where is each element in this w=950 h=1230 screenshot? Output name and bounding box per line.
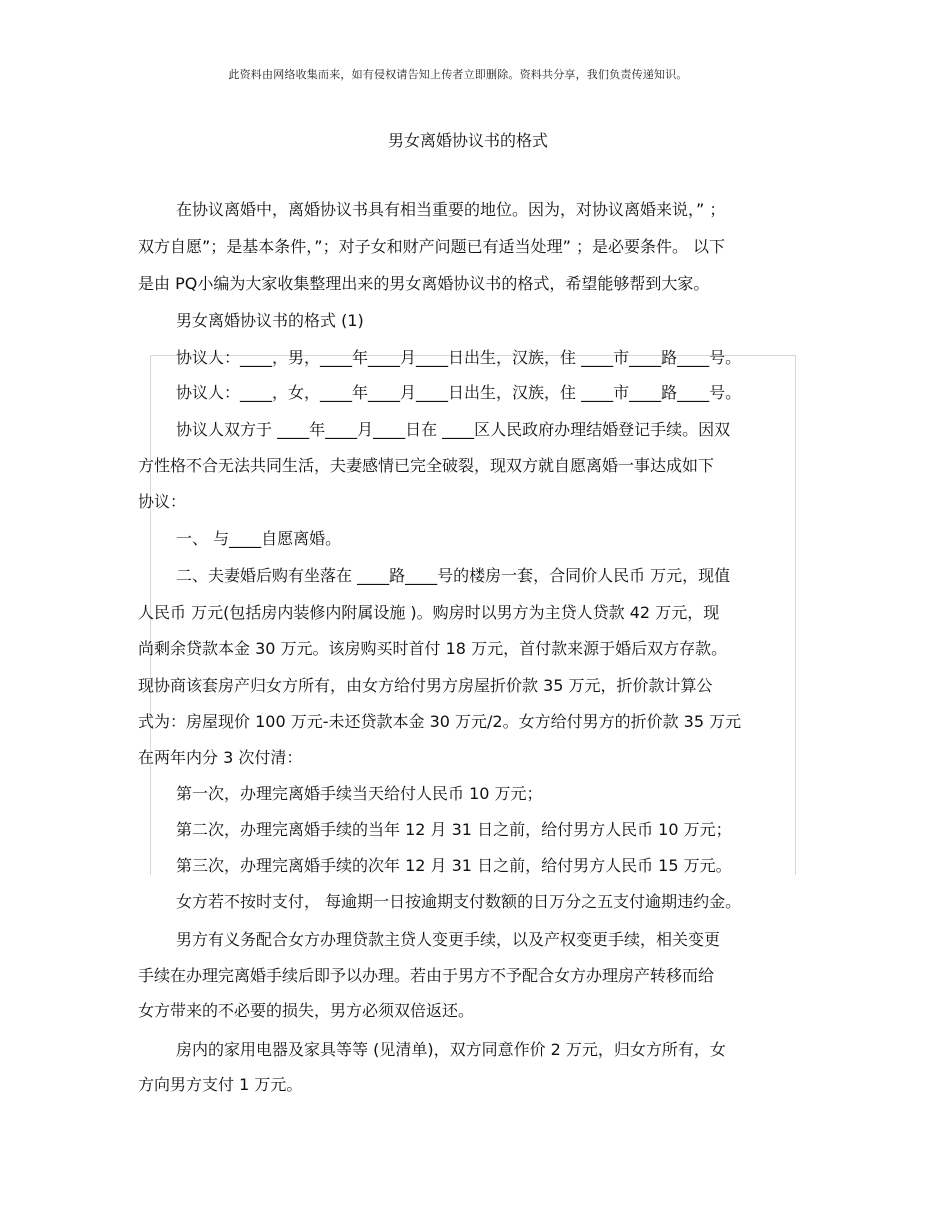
paragraph-line: 协议人双方于 ____年____月____日在 ____区人民政府办理结婚登记手续。因双	[176, 420, 731, 439]
paragraph-line: 房内的家用电器及家具等等 (见清单)，双方同意作价 2 万元，归女方所有，女	[176, 1040, 726, 1059]
paragraph-line: 男方有义务配合女方办理贷款主贷人变更手续，以及产权变更手续，相关变更	[176, 930, 721, 949]
paragraph-line: 尚剩余贷款本金 30 万元。该房购买时首付 18 万元，首付款来源于婚后双方存款。	[138, 639, 728, 658]
paragraph-line: 现协商该套房产归女方所有，由女方给付男方房屋折价款 35 万元，折价款计算公	[138, 676, 713, 695]
paragraph-line: 是由 PQ小编为大家收集整理出来的男女离婚协议书的格式，希望能够帮到大家。	[138, 274, 710, 293]
section-heading: 男女离婚协议书的格式 (1)	[176, 311, 364, 330]
paragraph-line: 女方带来的不必要的损失，男方必须双倍返还。	[138, 1001, 475, 1020]
paragraph-line: 在两年内分 3 次付清：	[138, 748, 303, 767]
paragraph-line: 女方若不按时支付， 每逾期一日按逾期支付数额的日万分之五支付逾期违约金。	[176, 892, 742, 911]
paragraph-line: 在协议离婚中，离婚协议书具有相当重要的地位。因为，对协议离婚来说，” ；	[176, 200, 726, 219]
paragraph-line: 协议人：____，男，____年____月____日出生，汉族，住 ____市____路____号。	[176, 348, 742, 367]
header-note: 此资料由网络收集而来，如有侵权请告知上传者立即删除。资料共分享，我们负责传递知识。	[228, 68, 688, 81]
paragraph-line: 第三次，办理完离婚手续的次年 12 月 31 日之前，给付男方人民币 15 万元。	[176, 856, 732, 875]
paragraph-line: 协议：	[138, 492, 187, 511]
paragraph-line: 二、夫妻婚后购有坐落在 ____路____号的楼房一套，合同价人民币 万元，现值	[176, 566, 731, 585]
paragraph-line: 一、 与____自愿离婚。	[176, 529, 342, 548]
paragraph-line: 人民币 万元(包括房内装修内附属设施 )。购房时以男方为主贷人贷款 42 万元，现	[138, 603, 720, 622]
paragraph-line: 第一次，办理完离婚手续当天给付人民币 10 万元；	[176, 784, 543, 803]
paragraph-line: 第二次，办理完离婚手续的当年 12 月 31 日之前，给付男方人民币 10 万元；	[176, 820, 732, 839]
paragraph-line: 双方自愿”；是基本条件，”；对子女和财产问题已有适当处理” ；是必要条件。 以下	[138, 237, 726, 256]
paragraph-line: 方性格不合无法共同生活，夫妻感情已完全破裂，现双方就自愿离婚一事达成如下	[138, 456, 715, 475]
paragraph-line: 协议人：____，女，____年____月____日出生，汉族，住 ____市____路____号。	[176, 383, 742, 402]
paragraph-line: 式为：房屋现价 100 万元-未还贷款本金 30 万元/2。女方给付男方的折价款 35 万元	[138, 712, 742, 731]
paragraph-line: 方向男方支付 1 万元。	[138, 1075, 303, 1094]
frame-line-right	[795, 355, 796, 875]
document-title: 男女离婚协议书的格式	[387, 131, 548, 150]
paragraph-line: 手续在办理完离婚手续后即予以办理。若由于男方不予配合女方办理房产转移而给	[138, 966, 715, 985]
